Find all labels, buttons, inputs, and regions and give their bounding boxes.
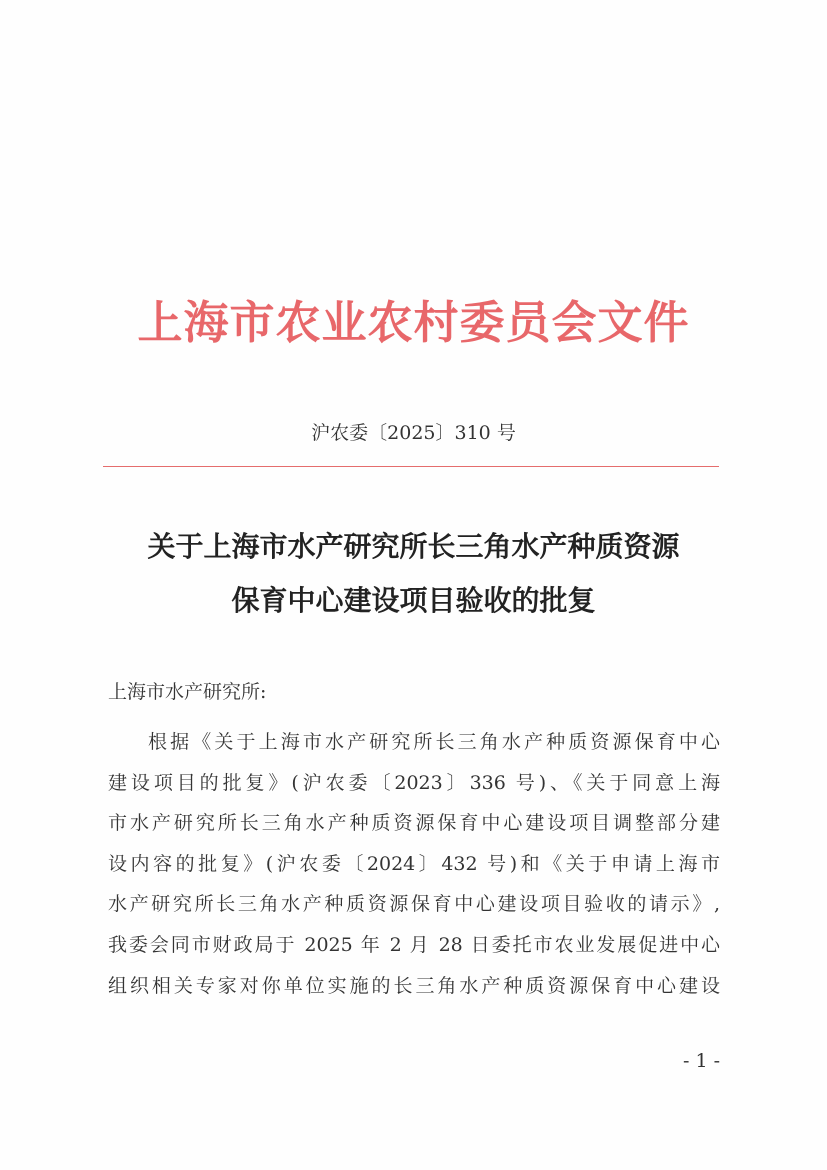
body-line: 设内容的批复》(沪农委〔2024〕432 号)和《关于申请上海市 bbox=[108, 852, 720, 875]
body-line: 根据《关于上海市水产研究所长三角水产种质资源保育中心 bbox=[148, 731, 720, 753]
body-line: 水产研究所长三角水产种质资源保育中心建设项目验收的请示》, bbox=[108, 893, 720, 916]
title-line-1: 关于上海市水产研究所长三角水产种质资源 bbox=[147, 530, 680, 563]
title-line-2: 保育中心建设项目验收的批复 bbox=[231, 584, 596, 617]
body-line: 组织相关专家对你单位实施的长三角水产种质资源保育中心建设 bbox=[108, 974, 720, 997]
body-line: 我委会同市财政局于 2025 年 2 月 28 日委托市农业发展促进中心 bbox=[108, 933, 720, 956]
document-title bbox=[0, 520, 827, 628]
issuing-authority-masthead: 上海市农业农村委员会文件 bbox=[137, 296, 690, 349]
body-line: 建设项目的批复》(沪农委〔2023〕336 号)、《关于同意上海 bbox=[108, 771, 720, 794]
red-separator-line bbox=[103, 466, 719, 467]
document-number: 沪农委〔2025〕310 号 bbox=[311, 422, 516, 444]
body-line: 市水产研究所长三角水产种质资源保育中心建设项目调整部分建 bbox=[108, 812, 720, 835]
body-paragraph bbox=[108, 722, 720, 1006]
addressee: 上海市水产研究所: bbox=[108, 681, 267, 703]
page-number: - 1 - bbox=[682, 1050, 720, 1072]
